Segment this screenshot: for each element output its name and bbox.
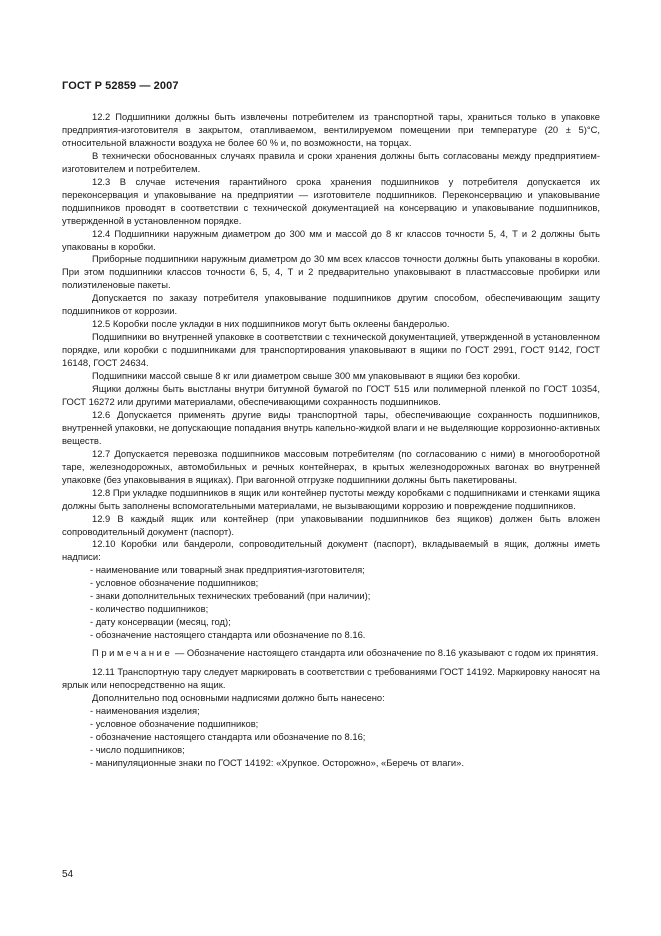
- page-number: 54: [62, 869, 74, 880]
- list-item: - число подшипников;: [90, 743, 185, 755]
- note-text: — Обозначение настоящего стандарта или обозначение по 8.16 указывают с годом их принятия.: [172, 647, 599, 659]
- list-item: - условное обозначение подшипников;: [90, 577, 259, 589]
- paragraph: 12.9 В каждый ящик или контейнер (при упаковывании подшипников без ящиков) должен быть вложен сопроводительный документ (паспорт).: [62, 512, 600, 537]
- paragraph: 12.5 Коробки после укладки в них подшипников могут быть оклеены бандеролью.: [92, 318, 450, 330]
- page-header: ГОСТ Р 52859 — 2007: [62, 80, 179, 92]
- paragraph: Приборные подшипники наружным диаметром до 30 мм всех классов точности должны быть упакованы в коробки. При этом подшипники классов точности 6, 5, 4, Т и 2 предварительно упаковывают в пластмассовые пробирки или полиэтиленовые пакеты.: [62, 253, 600, 291]
- note-label: Примечание: [92, 647, 173, 659]
- paragraph: В технически обоснованных случаях правила и сроки хранения должны быть согласованы между предприятием-изготовителем и потребителем.: [62, 149, 600, 174]
- list-item: - обозначение настоящего стандарта или обозначение по 8.16.: [90, 629, 366, 641]
- paragraph: Допускается по заказу потребителя упаковывание подшипников другим способом, обеспечивающим защиту подшипников от коррозии.: [62, 292, 600, 317]
- paragraph: Подшипники во внутренней упаковке в соответствии с технической документацией, утвержденной в установленном порядке, или коробки с подшипниками для транспортирования упаковывают в ящики по ГОСТ 2991, ГОСТ 9142, ГОСТ 16148, ГОСТ 24634.: [62, 331, 600, 369]
- paragraph: Ящики должны быть выстланы внутри битумной бумагой по ГОСТ 515 или полимерной пленкой по ГОСТ 10354, ГОСТ 16272 или другими материалами, обеспечивающими сохранность подшипников.: [62, 383, 600, 407]
- list-item: - обозначение настоящего стандарта или обозначение по 8.16;: [90, 730, 366, 742]
- paragraph: 12.7 Допускается перевозка подшипников массовым потребителям (по согласованию с ними) в многооборотной таре, железнодорожных, автомобильных и речных контейнерах, в крытых железнодорожных вагонах во внутренней упаковке (без упаковывания в ящиках). При вагонной отгрузке подшипники должны быть пакетированы.: [62, 447, 600, 485]
- list-item: - знаки дополнительных технических требований (при наличии);: [90, 590, 371, 602]
- paragraph: Подшипники массой свыше 8 кг или диаметром свыше 300 мм упаковывают в ящики без коробки.: [92, 370, 521, 382]
- paragraph: 12.3 В случае истечения гарантийного срока хранения подшипников у потребителя допускается их переконсервация и упаковывание на предприятии — изготовителе подшипников. Переконсервацию и упаковывание подшипников проводят в соответствии с технической документацией на консервацию и упаковывание подшипников, утвержденной в установленном порядке.: [62, 175, 600, 226]
- paragraph: 12.6 Допускается применять другие виды транспортной тары, обеспечивающие сохранность подшипников, внутренней упаковки, не допускающие попадания внутрь капельно-жидкой влаги и не выделяющие коррозионно-активных веществ.: [62, 408, 600, 446]
- paragraph: 12.8 При укладке подшипников в ящик или контейнер пустоты между коробками с подшипниками и стенками ящика должны быть заполнены вспомогательными материалами, не вызывающими коррозию и повреждение подшипников.: [62, 486, 600, 511]
- list-item: - манипуляционные знаки по ГОСТ 14192: «Хрупкое. Осторожно», «Беречь от влаги».: [90, 756, 464, 768]
- paragraph: 12.10 Коробки или бандероли, сопроводительный документ (паспорт), вкладываемый в ящик, должны иметь надписи:: [62, 538, 600, 563]
- paragraph: 12.2 Подшипники должны быть извлечены потребителем из транспортной тары, храниться только в упаковке предприятия-изготовителя в закрытом, отапливаемом, вентилируемом помещении при температуре (20 ± 5)°С, относительной влажности воздуха не более 60 % и, по возможности, на торцах.: [62, 111, 600, 148]
- paragraph: 12.4 Подшипники наружным диаметром до 300 мм и массой до 8 кг классов точности 5, 4, Т и 2 должны быть упакованы в коробки.: [62, 227, 600, 252]
- paragraph: 12.11 Транспортную тару следует маркировать в соответствии с требованиями ГОСТ 14192. Маркировку наносят на ярлык или непосредственно на ящик.: [62, 666, 600, 690]
- list-item: - условное обозначение подшипников;: [90, 717, 259, 729]
- document-body: [62, 111, 600, 770]
- list-item: - дату консервации (месяц, год);: [90, 616, 231, 628]
- note: [62, 647, 600, 660]
- list-item: - наименование или товарный знак предприятия-изготовителя;: [90, 564, 365, 576]
- list-item: - наименования изделия;: [90, 704, 200, 716]
- paragraph: Дополнительно под основными надписями должно быть нанесено:: [92, 691, 385, 703]
- list-item: - количество подшипников;: [90, 603, 209, 615]
